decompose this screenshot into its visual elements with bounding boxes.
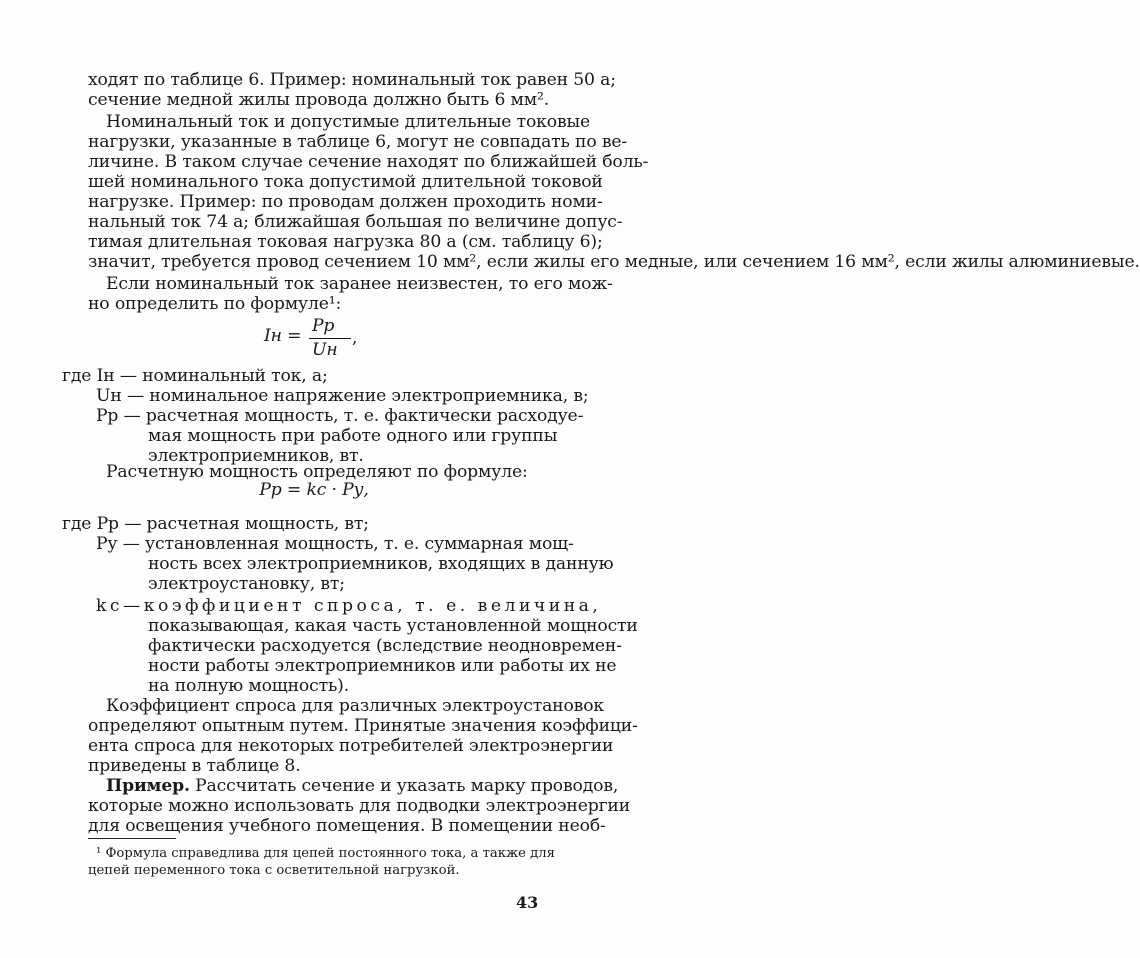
text-line-2: сечение медной жилы провода должно быть 6 мм². <box>88 90 550 110</box>
where-line-2: Uн — номинальное напряжение электроприемника, в; <box>96 386 589 406</box>
formula-power: Pр = kс · Pу, <box>259 480 369 500</box>
text-line-34: для освещения учебного помещения. В помещении необ- <box>88 816 606 836</box>
text-line-4: нагрузки, указанные в таблице 6, могут не совпадать по ве- <box>88 132 628 152</box>
text-line-5: личине. В таком случае сечение находят по ближайшей боль- <box>88 152 649 172</box>
text-line-9: тимая длительная токовая нагрузка 80 а (см. таблицу 6); <box>88 232 603 252</box>
where2-line-6: показывающая, какая часть установленной мощности <box>148 616 638 636</box>
page-number: 43 <box>516 893 539 912</box>
text-line-3: Номинальный ток и допустимые длительные токовые <box>106 112 591 132</box>
text-line-8: нальный ток 74 а; ближайшая большая по величине допус- <box>88 212 623 232</box>
footnote-line-2: цепей переменного тока с осветительной нагрузкой. <box>88 863 460 878</box>
where2-line-9: на полную мощность). <box>148 676 350 696</box>
footnote-line-1: ¹ Формула справедлива для цепей постоянного тока, а также для <box>96 846 555 861</box>
where2-line-3: ность всех электроприемников, входящих в данную <box>148 554 614 574</box>
formula-current <box>88 316 540 362</box>
example-label: Пример. <box>106 776 190 796</box>
where2-line-5: kс—коэффициент спроса, т. е. величина, <box>96 596 602 616</box>
formula-current-denominator: Uн <box>312 340 338 360</box>
text-line-11: Если номинальный ток заранее неизвестен, то его мож- <box>106 274 613 294</box>
where2-line-2: Pу — установленная мощность, т. е. суммарная мощ- <box>96 534 574 554</box>
text-line-31: приведены в таблице 8. <box>88 756 301 776</box>
where-line-3: Pр — расчетная мощность, т. е. фактически расходуе- <box>96 406 584 426</box>
text-line-12: но определить по формуле¹: <box>88 294 342 314</box>
text-line-30: ента спроса для некоторых потребителей электроэнергии <box>88 736 614 756</box>
text-line-29: определяют опытным путем. Принятые значения коэффици- <box>88 716 638 736</box>
formula-current-numerator: Pр <box>312 316 335 336</box>
where2-line-1: где Pр — расчетная мощность, вт; <box>62 514 369 534</box>
example-text: Рассчитать сечение и указать марку проводов, <box>189 776 619 796</box>
text-line-7: нагрузке. Пример: по проводам должен проходить номи- <box>88 192 603 212</box>
text-line-28: Коэффициент спроса для различных электроустановок <box>106 696 605 716</box>
where2-line-7: фактически расходуется (вследствие неодновремен- <box>148 636 622 656</box>
where2-line-4: электроустановку, вт; <box>148 574 345 594</box>
example-line-1 <box>106 776 619 796</box>
text-line-33: которые можно использовать для подводки электроэнергии <box>88 796 631 816</box>
text-line-10: значит, требуется провод сечением 10 мм², если жилы его медные, или сечением 16 мм², если жилы алюминиевые. <box>88 252 1140 272</box>
text-line-6: шей номинального тока допустимой длительной токовой <box>88 172 603 192</box>
where-line-4: мая мощность при работе одного или группы <box>148 426 558 446</box>
formula-current-lhs: Iн = <box>264 326 302 346</box>
footnote-divider <box>88 838 176 839</box>
where-line-5: электроприемников, вт. <box>148 446 364 466</box>
text-line-18: Расчетную мощность определяют по формуле: <box>106 462 528 482</box>
where-line-1: где Iн — номинальный ток, а; <box>62 366 328 386</box>
formula-current-comma: , <box>352 328 358 348</box>
text-line-1: ходят по таблице 6. Пример: номинальный ток равен 50 а; <box>88 70 616 90</box>
where2-line-8: ности работы электроприемников или работы их не <box>148 656 617 676</box>
fraction-bar <box>309 338 351 339</box>
